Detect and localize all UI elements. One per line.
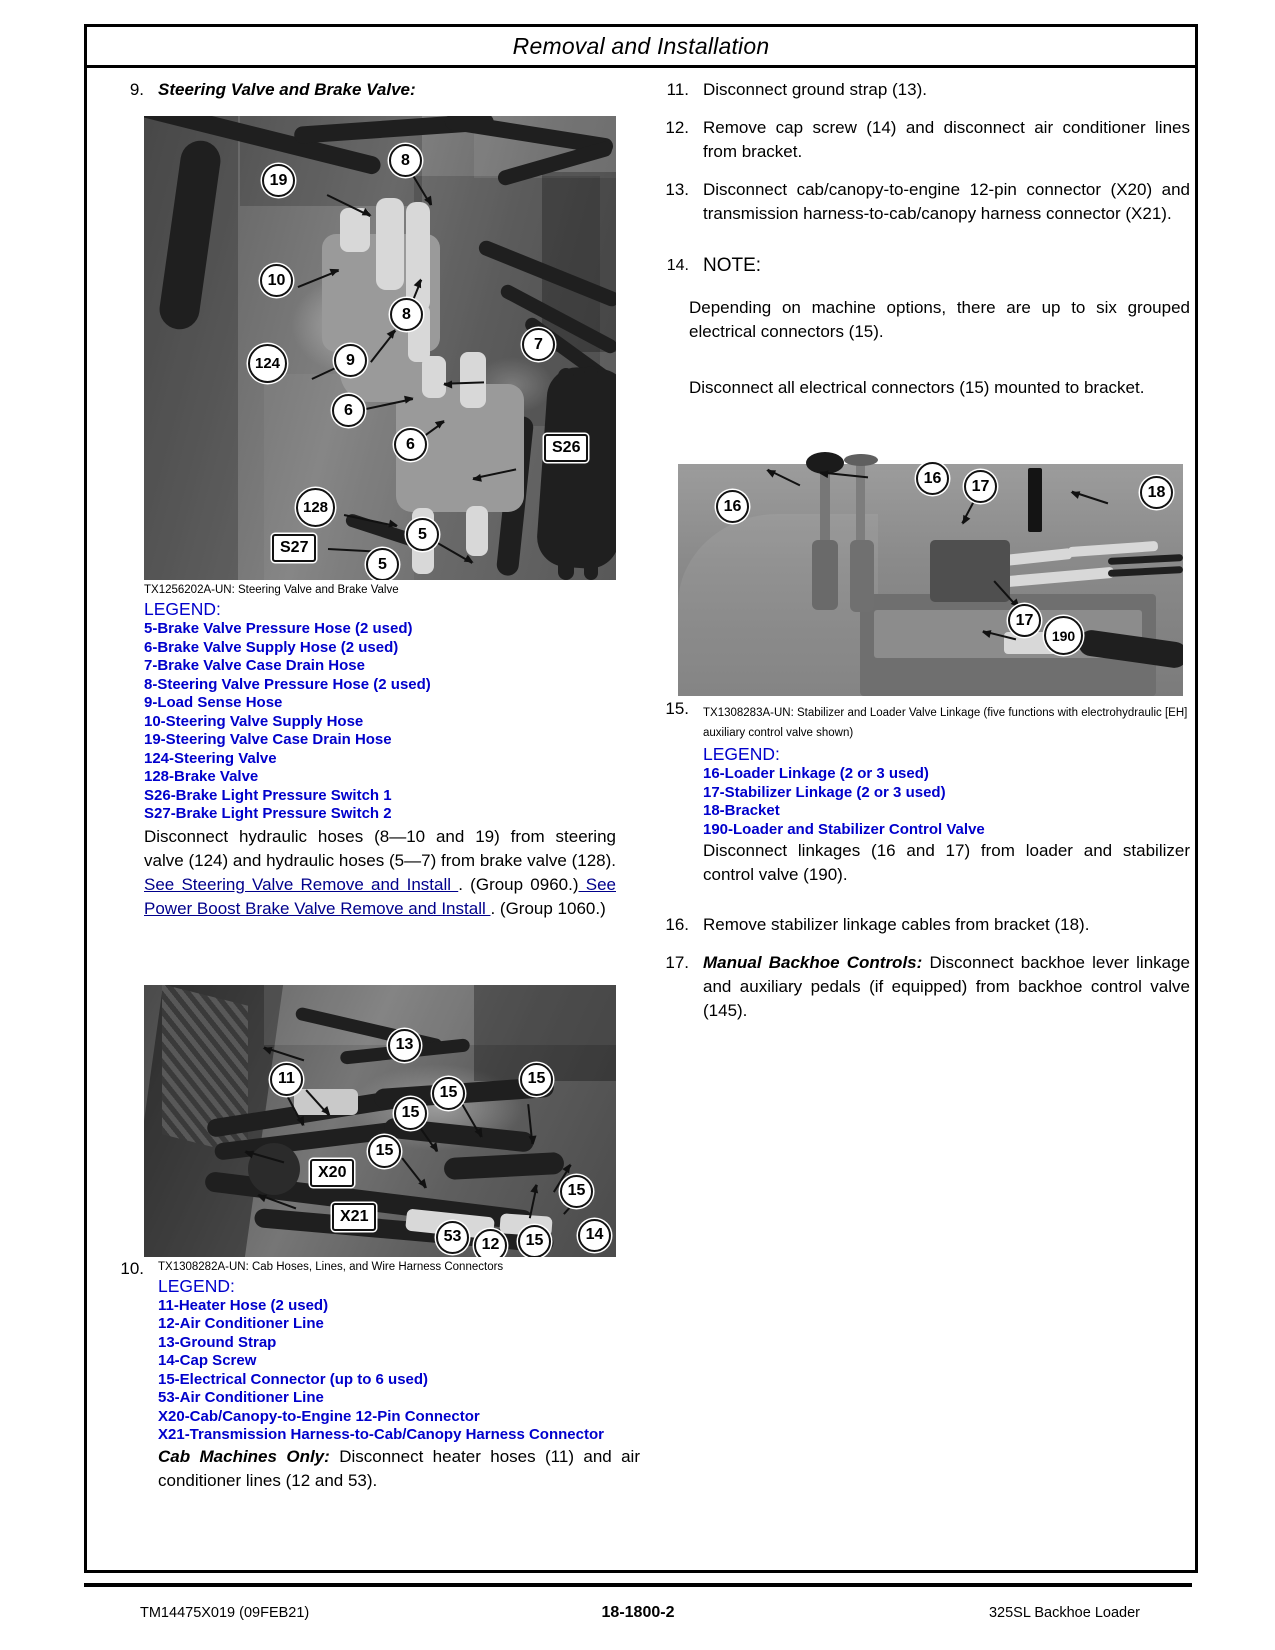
step-12-text: Remove cap screw (14) and disconnect air conditioner lines from bracket.: [703, 118, 1190, 161]
legend-item: S27-Brake Light Pressure Switch 2: [144, 805, 392, 822]
callout-19: 19: [262, 164, 295, 197]
callout-128: 128: [296, 488, 335, 527]
callout-X21: X21: [332, 1203, 376, 1231]
callout-15-a: 15: [394, 1097, 427, 1130]
callout-15-d: 15: [368, 1135, 401, 1168]
footer-model-name: 325SL Backhoe Loader: [988, 1605, 1140, 1621]
step-14: [645, 254, 1190, 278]
callout-5-lower: 5: [366, 548, 399, 580]
footer-document-id: TM14475X019 (09FEB21): [140, 1605, 310, 1621]
figure-cab-hoses: [144, 985, 616, 1257]
legend-item: X21-Transmission Harness-to-Cab/Canopy Harness Connector: [158, 1426, 604, 1443]
step-12: [645, 116, 1190, 164]
callout-18: 18: [1140, 476, 1173, 509]
callout-124: 124: [248, 344, 287, 383]
legend-item: 11-Heater Hose (2 used): [158, 1296, 329, 1314]
legend-item: 19-Steering Valve Case Drain Hose: [144, 731, 392, 748]
callout-17-lower: 17: [1008, 604, 1041, 637]
step-14-note-text: Depending on machine options, there are up to six grouped electrical connectors (15).: [689, 298, 1190, 341]
step-10-body-lead: Cab Machines Only:: [158, 1446, 330, 1466]
callout-14: 14: [578, 1219, 611, 1252]
figure-2-legend-label: LEGEND:: [703, 744, 780, 764]
step-13: [645, 178, 1190, 226]
legend-item: 16-Loader Linkage (2 or 3 used): [703, 765, 929, 782]
step-17-text: Disconnect backhoe lever linkage and auxiliary pedals (if equipped) from backhoe control valve (145).: [703, 953, 1191, 1020]
legend-item: 53-Air Conditioner Line: [158, 1389, 324, 1406]
page-title: Removal and Installation: [512, 32, 770, 59]
step-9-number: 9.: [129, 80, 144, 99]
legend-item: 12-Air Conditioner Line: [158, 1315, 324, 1332]
legend-item: 10-Steering Valve Supply Hose: [144, 712, 364, 730]
legend-item: 7-Brake Valve Case Drain Hose: [144, 657, 365, 674]
callout-13: 13: [388, 1029, 421, 1062]
figure-steering-valve: [144, 116, 616, 580]
step-17-lead: Manual Backhoe Controls:: [703, 953, 923, 972]
legend-item: 14-Cap Screw: [158, 1352, 257, 1369]
callout-53: 53: [436, 1221, 469, 1254]
left-column: [100, 78, 640, 1493]
step-17-number: 17.: [665, 953, 689, 972]
figure-2-caption: TX1308283A-UN: Stabilizer and Loader Valve Linkage (five functions with electrohydraulic [EH] auxiliary control valve shown): [703, 707, 1188, 739]
callout-16-right: 16: [916, 462, 949, 495]
step-9-body: [144, 825, 616, 921]
callout-10: 10: [260, 264, 293, 297]
step-17: [645, 951, 1190, 1023]
legend-item: 13-Ground Strap: [158, 1333, 277, 1351]
step-12-number: 12.: [665, 118, 689, 137]
figure-1-caption: TX1256202A-UN: Steering Valve and Brake Valve: [144, 584, 399, 596]
legend-item: 17-Stabilizer Linkage (2 or 3 used): [703, 783, 946, 801]
link-power-boost-brake-valve-remove-install[interactable]: See Power Boost Brake Valve Remove and Install: [144, 874, 616, 918]
step-13-text: Disconnect cab/canopy-to-engine 12-pin connector (X20) and transmission harness-to-cab/canopy harness connector (X21).: [703, 180, 1190, 223]
callout-6-lower: 6: [394, 428, 427, 461]
callout-15-f: 15: [560, 1175, 593, 1208]
right-column: [645, 78, 1190, 1037]
legend-item: 9-Load Sense Hose: [144, 694, 283, 711]
legend-item: X20-Cab/Canopy-to-Engine 12-Pin Connector: [158, 1407, 480, 1425]
callout-6-upper: 6: [332, 394, 365, 427]
callout-17-upper: 17: [964, 470, 997, 503]
step-13-number: 13.: [665, 180, 689, 199]
callout-15-c: 15: [520, 1063, 553, 1096]
callout-7: 7: [522, 328, 555, 361]
step-16: [645, 913, 1190, 937]
figure-3-caption: TX1308282A-UN: Cab Hoses, Lines, and Wire Harness Connectors: [158, 1260, 504, 1273]
step-9-body-part3: . (Group 1060.): [490, 898, 606, 918]
callout-5-upper: 5: [406, 518, 439, 551]
step-14-number: 14.: [666, 257, 689, 274]
step-15-number: 15.: [665, 699, 689, 718]
callout-S27: S27: [272, 534, 316, 562]
legend-item: 15-Electrical Connector (up to 6 used): [158, 1370, 429, 1388]
legend-item: 18-Bracket: [703, 802, 780, 819]
legend-item: 190-Loader and Stabilizer Control Valve: [703, 820, 985, 838]
step-10-body: [158, 1445, 640, 1493]
figure-stabilizer-loader-linkage: [678, 428, 1183, 696]
footer-divider: [84, 1583, 1192, 1587]
step-14-note-label: NOTE:: [703, 255, 762, 276]
step-15-body: Disconnect linkages (16 and 17) from loader and stabilizer control valve (190).: [703, 841, 1190, 884]
callout-15-b: 15: [432, 1077, 465, 1110]
step-9-title-text: Steering Valve and Brake Valve:: [158, 80, 416, 99]
step-11-number: 11.: [666, 80, 689, 99]
legend-item: 124-Steering Valve: [144, 749, 277, 767]
footer-page-number: 18-1800-2: [601, 1604, 675, 1621]
page-header: [84, 24, 1198, 68]
step-9-body-part2: . (Group 0960.): [458, 874, 579, 894]
step-10-body-text: Disconnect heater hoses (11) and air conditioner lines (12 and 53).: [158, 1446, 640, 1490]
callout-15-e: 15: [518, 1225, 551, 1257]
legend-item: S26-Brake Light Pressure Switch 1: [144, 786, 392, 804]
step-16-number: 16.: [665, 915, 689, 934]
figure-3-legend-label: LEGEND:: [158, 1275, 235, 1296]
callout-16-left: 16: [716, 490, 749, 523]
step-9: [100, 78, 640, 102]
legend-item: 5-Brake Valve Pressure Hose (2 used): [144, 620, 413, 637]
step-9-title: [158, 78, 640, 102]
callout-190: 190: [1044, 616, 1083, 655]
step-17-body: [703, 951, 1190, 1023]
legend-item: 8-Steering Valve Pressure Hose (2 used): [144, 675, 431, 693]
step-14-after-text: Disconnect all electrical connectors (15) mounted to bracket.: [689, 378, 1145, 397]
figure-1-legend-label: LEGEND:: [144, 599, 221, 619]
step-10-number: 10.: [120, 1258, 144, 1278]
callout-9: 9: [334, 344, 367, 377]
callout-8-mid: 8: [390, 298, 423, 331]
step-11-text: Disconnect ground strap (13).: [703, 80, 927, 99]
legend-item: 6-Brake Valve Supply Hose (2 used): [144, 638, 399, 656]
page-footer: [84, 1596, 1192, 1630]
step-16-text: Remove stabilizer linkage cables from bracket (18).: [703, 915, 1090, 934]
step-11: [645, 78, 1190, 102]
legend-item: 128-Brake Valve: [144, 768, 259, 785]
link-steering-valve-remove-install[interactable]: See Steering Valve Remove and Install: [144, 874, 459, 894]
callout-X20: X20: [310, 1159, 354, 1187]
callout-11: 11: [270, 1063, 303, 1096]
step-9-body-part1: Disconnect hydraulic hoses (8—10 and 19) from steering valve (124) and hydraulic hoses (5—7) from brake valve (128).: [144, 826, 616, 870]
callout-S26: S26: [544, 434, 588, 462]
callout-12: 12: [474, 1229, 507, 1257]
callout-8-top: 8: [389, 144, 422, 177]
